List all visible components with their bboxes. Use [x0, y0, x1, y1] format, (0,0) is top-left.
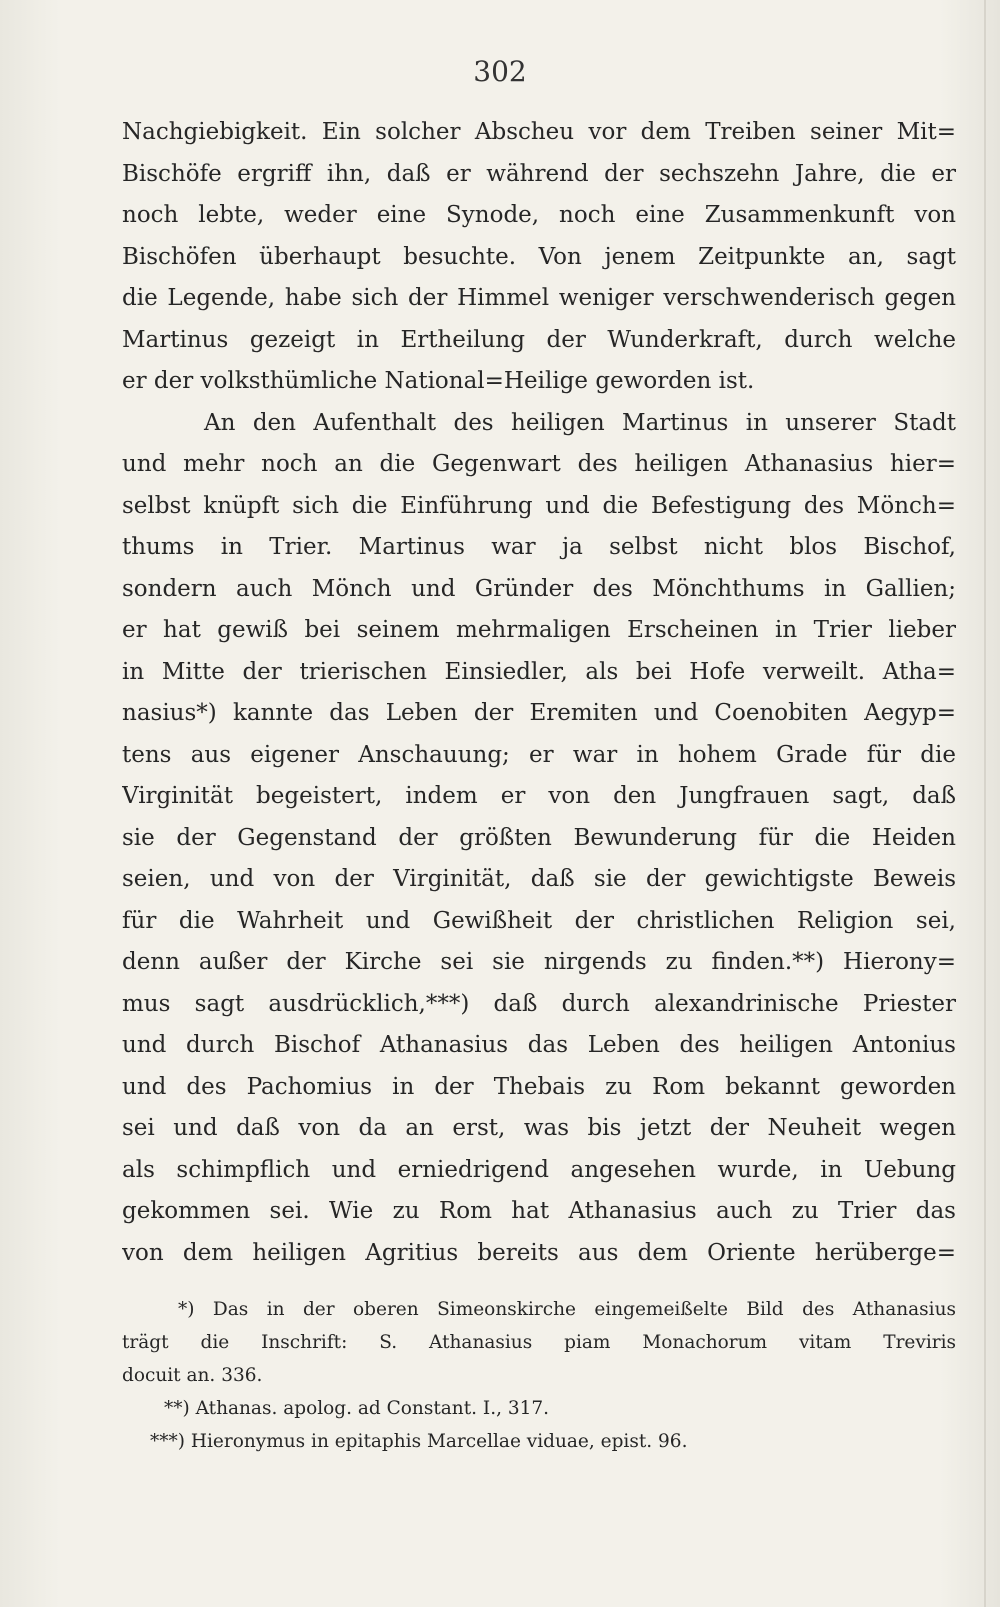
- text-line: sie der Gegenstand der größten Bewunderung für die Heiden: [122, 824, 956, 851]
- footnote-line: **) Athanas. apolog. ad Constant. I., 317.: [164, 1398, 550, 1419]
- text-line: und durch Bischof Athanasius das Leben des heiligen Antonius: [122, 1032, 956, 1058]
- text-line: seien, und von der Virginität, daß sie der gewichtigste Beweis: [122, 866, 956, 892]
- footnotes: [122, 1293, 956, 1458]
- text-line: selbst knüpft sich die Einführung und die Befestigung des Mönch=: [122, 492, 956, 519]
- text-line: von dem heiligen Agritius bereits aus dem Oriente herüberge=: [122, 1239, 956, 1266]
- footnote-line: ***) Hieronymus in epitaphis Marcellae viduae, epist. 96.: [150, 1431, 688, 1452]
- text-line: und mehr noch an die Gegenwart des heiligen Athanasius hier=: [122, 451, 956, 477]
- text-line: für die Wahrheit und Gewißheit der christlichen Religion sei,: [122, 907, 956, 934]
- text-line: Bischöfen überhaupt besuchte. Von jenem Zeitpunkte an, sagt: [122, 243, 956, 270]
- text-line: thums in Trier. Martinus war ja selbst nicht blos Bischof,: [122, 534, 956, 560]
- text-line: Martinus gezeigt in Ertheilung der Wunderkraft, durch welche: [122, 326, 956, 353]
- text-line: als schimpflich und erniedrigend angesehen wurde, in Uebung: [122, 1156, 956, 1183]
- text-line: Nachgiebigkeit. Ein solcher Abscheu vor dem Treiben seiner Mit=: [122, 119, 956, 145]
- text-line: An den Aufenthalt des heiligen Martinus in unserer Stadt: [204, 409, 956, 436]
- footnote-line: *) Das in der oberen Simeonskirche eingemeißelte Bild des Athanasius: [178, 1299, 956, 1320]
- text-line: mus sagt ausdrücklich,***) daß durch alexandrinische Priester: [122, 990, 956, 1017]
- text-line: in Mitte der trierischen Einsiedler, als bei Hofe verweilt. Atha=: [122, 658, 956, 685]
- text-line: er der volksthümliche National=Heilige geworden ist.: [122, 368, 755, 394]
- page-number: 302: [473, 55, 527, 88]
- text-line: sei und daß von da an erst, was bis jetzt der Neuheit wegen: [122, 1115, 956, 1141]
- text-line: die Legende, habe sich der Himmel weniger verschwenderisch gegen: [122, 285, 956, 311]
- text-line: nasius*) kannte das Leben der Eremiten und Coenobiten Aegyp=: [122, 700, 956, 726]
- footnote-line: docuit an. 336.: [122, 1365, 263, 1386]
- text-line: Virginität begeistert, indem er von den Jungfrauen sagt, daß: [122, 783, 956, 809]
- text-line: noch lebte, weder eine Synode, noch eine Zusammenkunft von: [122, 202, 956, 228]
- text-line: tens aus eigener Anschauung; er war in hohem Grade für die: [122, 741, 956, 768]
- footnote-line: trägt die Inschrift: S. Athanasius piam Monachorum vitam Treviris: [122, 1332, 956, 1353]
- text-line: sondern auch Mönch und Gründer des Mönchthums in Gallien;: [122, 575, 956, 602]
- text-line: Bischöfe ergriff ihn, daß er während der sechszehn Jahre, die er: [122, 160, 956, 187]
- body-text: [122, 112, 956, 1274]
- page-edge: [984, 0, 986, 1607]
- text-line: und des Pachomius in der Thebais zu Rom bekannt geworden: [122, 1073, 956, 1100]
- text-line: er hat gewiß bei seinem mehrmaligen Erscheinen in Trier lieber: [122, 617, 956, 643]
- text-line: gekommen sei. Wie zu Rom hat Athanasius auch zu Trier das: [122, 1198, 956, 1224]
- text-line: denn außer der Kirche sei sie nirgends zu finden.**) Hierony=: [122, 949, 956, 975]
